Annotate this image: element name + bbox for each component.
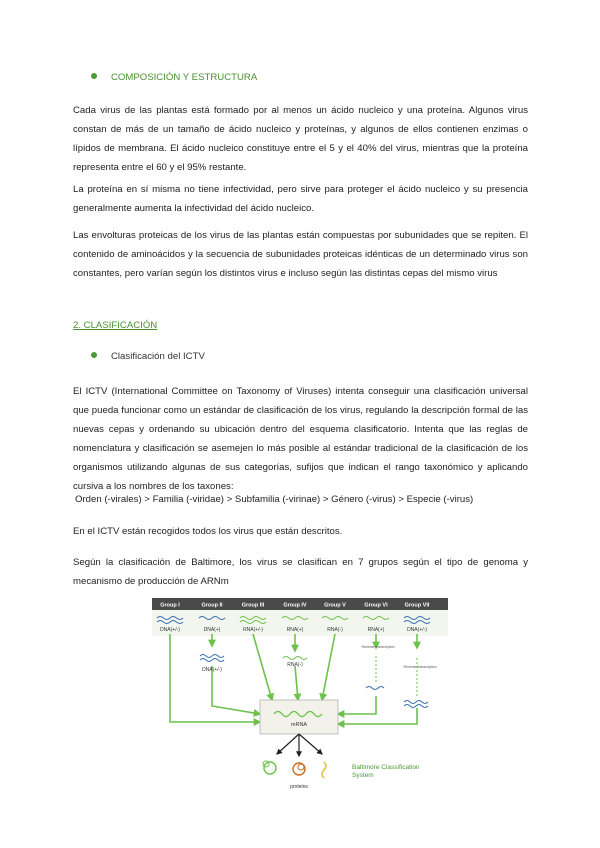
paragraph-envelopes: Las envolturas proteicas de los virus de las plantas están compuestas por subunidades que se repiten. El contenido de aminoácidos y la secuencia de subunidades proteicas idénticas de un determinado virus son constantes, pero varían según los distintos virus e incluso según las distintas cepas del mismo virus [73, 230, 528, 279]
bullet-dot-icon [91, 352, 97, 358]
label-proteins: proteins [290, 784, 308, 790]
genome-label-7: DNA(+/-) [407, 627, 427, 633]
arrow-group7-b [338, 708, 417, 724]
protein-icons [263, 761, 326, 778]
group-label-2: Group II [201, 602, 223, 609]
section-title-clasificacion: 2. CLASIFICACIÓN [73, 320, 158, 331]
arrow-group5 [322, 634, 335, 700]
caption-line1: Baltimore Classification [352, 764, 420, 771]
group-label-5: Group V [324, 602, 346, 609]
group-label-6: Group VI [364, 602, 388, 609]
group-label-7: Group VII [404, 602, 430, 609]
taxonomy-hierarchy: Orden (-virales) > Familia (-viridae) > Subfamilia (-virinae) > Género (-virus) > Especie (-virus) [75, 494, 474, 505]
arrow-group1 [170, 634, 260, 722]
genome-label-6: RNA(+) [367, 627, 385, 633]
paragraph-composition: Cada virus de las plantas está formado por al menos un ácido nucleico y una proteína. Algunos virus constan de más de un tamaño de ácido nucleico y proteínas, y algunos de ellos contienen enzimas o lípidos de membrana. El ácido nucleico constituye entre el 5 y el 40% del virus, mientras que la proteína representa entre el 60 y el 95% restante. [73, 105, 528, 173]
paragraph-baltimore: Según la clasificación de Baltimore, los virus se clasifican en 7 grupos según el tipo de genoma y mecanismo de producción de ARNm [73, 557, 528, 587]
baltimore-diagram [152, 596, 448, 796]
bullet-ictv: Clasificación del ICTV [91, 351, 205, 362]
group-label-3: Group III [241, 602, 265, 609]
arrow-group2-b [212, 666, 260, 714]
label-mrna: mRNA [290, 722, 308, 728]
genome-label-2: DNA(+) [203, 627, 221, 633]
genome-label-4: RNA(+) [286, 627, 304, 633]
mrna-box [260, 700, 338, 734]
arrow-group6-b [338, 696, 376, 714]
caption-line2: System [352, 772, 374, 779]
bullet-dot-icon [91, 73, 97, 79]
label-rt-6: Reverse transcription [361, 645, 395, 649]
arrow-group4-b [295, 666, 298, 700]
group-label-4: Group IV [283, 602, 307, 609]
label-mid-rna: RNA(-) [287, 662, 303, 668]
bullet-composicion: COMPOSICIÓN Y ESTRUCTURA [91, 72, 257, 83]
group-label-1: Group I [160, 602, 180, 609]
label-rt-7: Reverse transcription [403, 665, 437, 669]
genome-label-5: RNA(-) [327, 627, 343, 633]
label-mid-dna: DNA(+/-) [202, 667, 222, 673]
genome-label-3: RNA(+/-) [243, 627, 263, 633]
genome-label-1: DNA(+/-) [160, 627, 180, 633]
arrow-group3 [253, 634, 272, 700]
paragraph-protein: La proteína en sí misma no tiene infectividad, pero sirve para proteger el ácido nucleico y su presencia generalmente aumenta la infectividad del ácido nucleico. [73, 184, 528, 214]
paragraph-ictv-all: En el ICTV están recogidos todos los virus que están descritos. [73, 526, 343, 537]
paragraph-ictv: El ICTV (International Committee on Taxonomy of Viruses) intenta conseguir una clasificación universal que pueda funcionar como un estándar de clasificación de los virus, regulando la descripción formal de las nuevas cepas y ordenando su ubicación dentro del esquema clasificatorio. Intenta que las reglas de nomenclatura y clasificación se asemejen lo más posible al estándar tradicional de la clasificación de los organismos utilizando algunas de sus categorías, sufijos que indican el rango taxonómico y aplicando cursiva a los nombres de los taxones: [73, 386, 528, 492]
